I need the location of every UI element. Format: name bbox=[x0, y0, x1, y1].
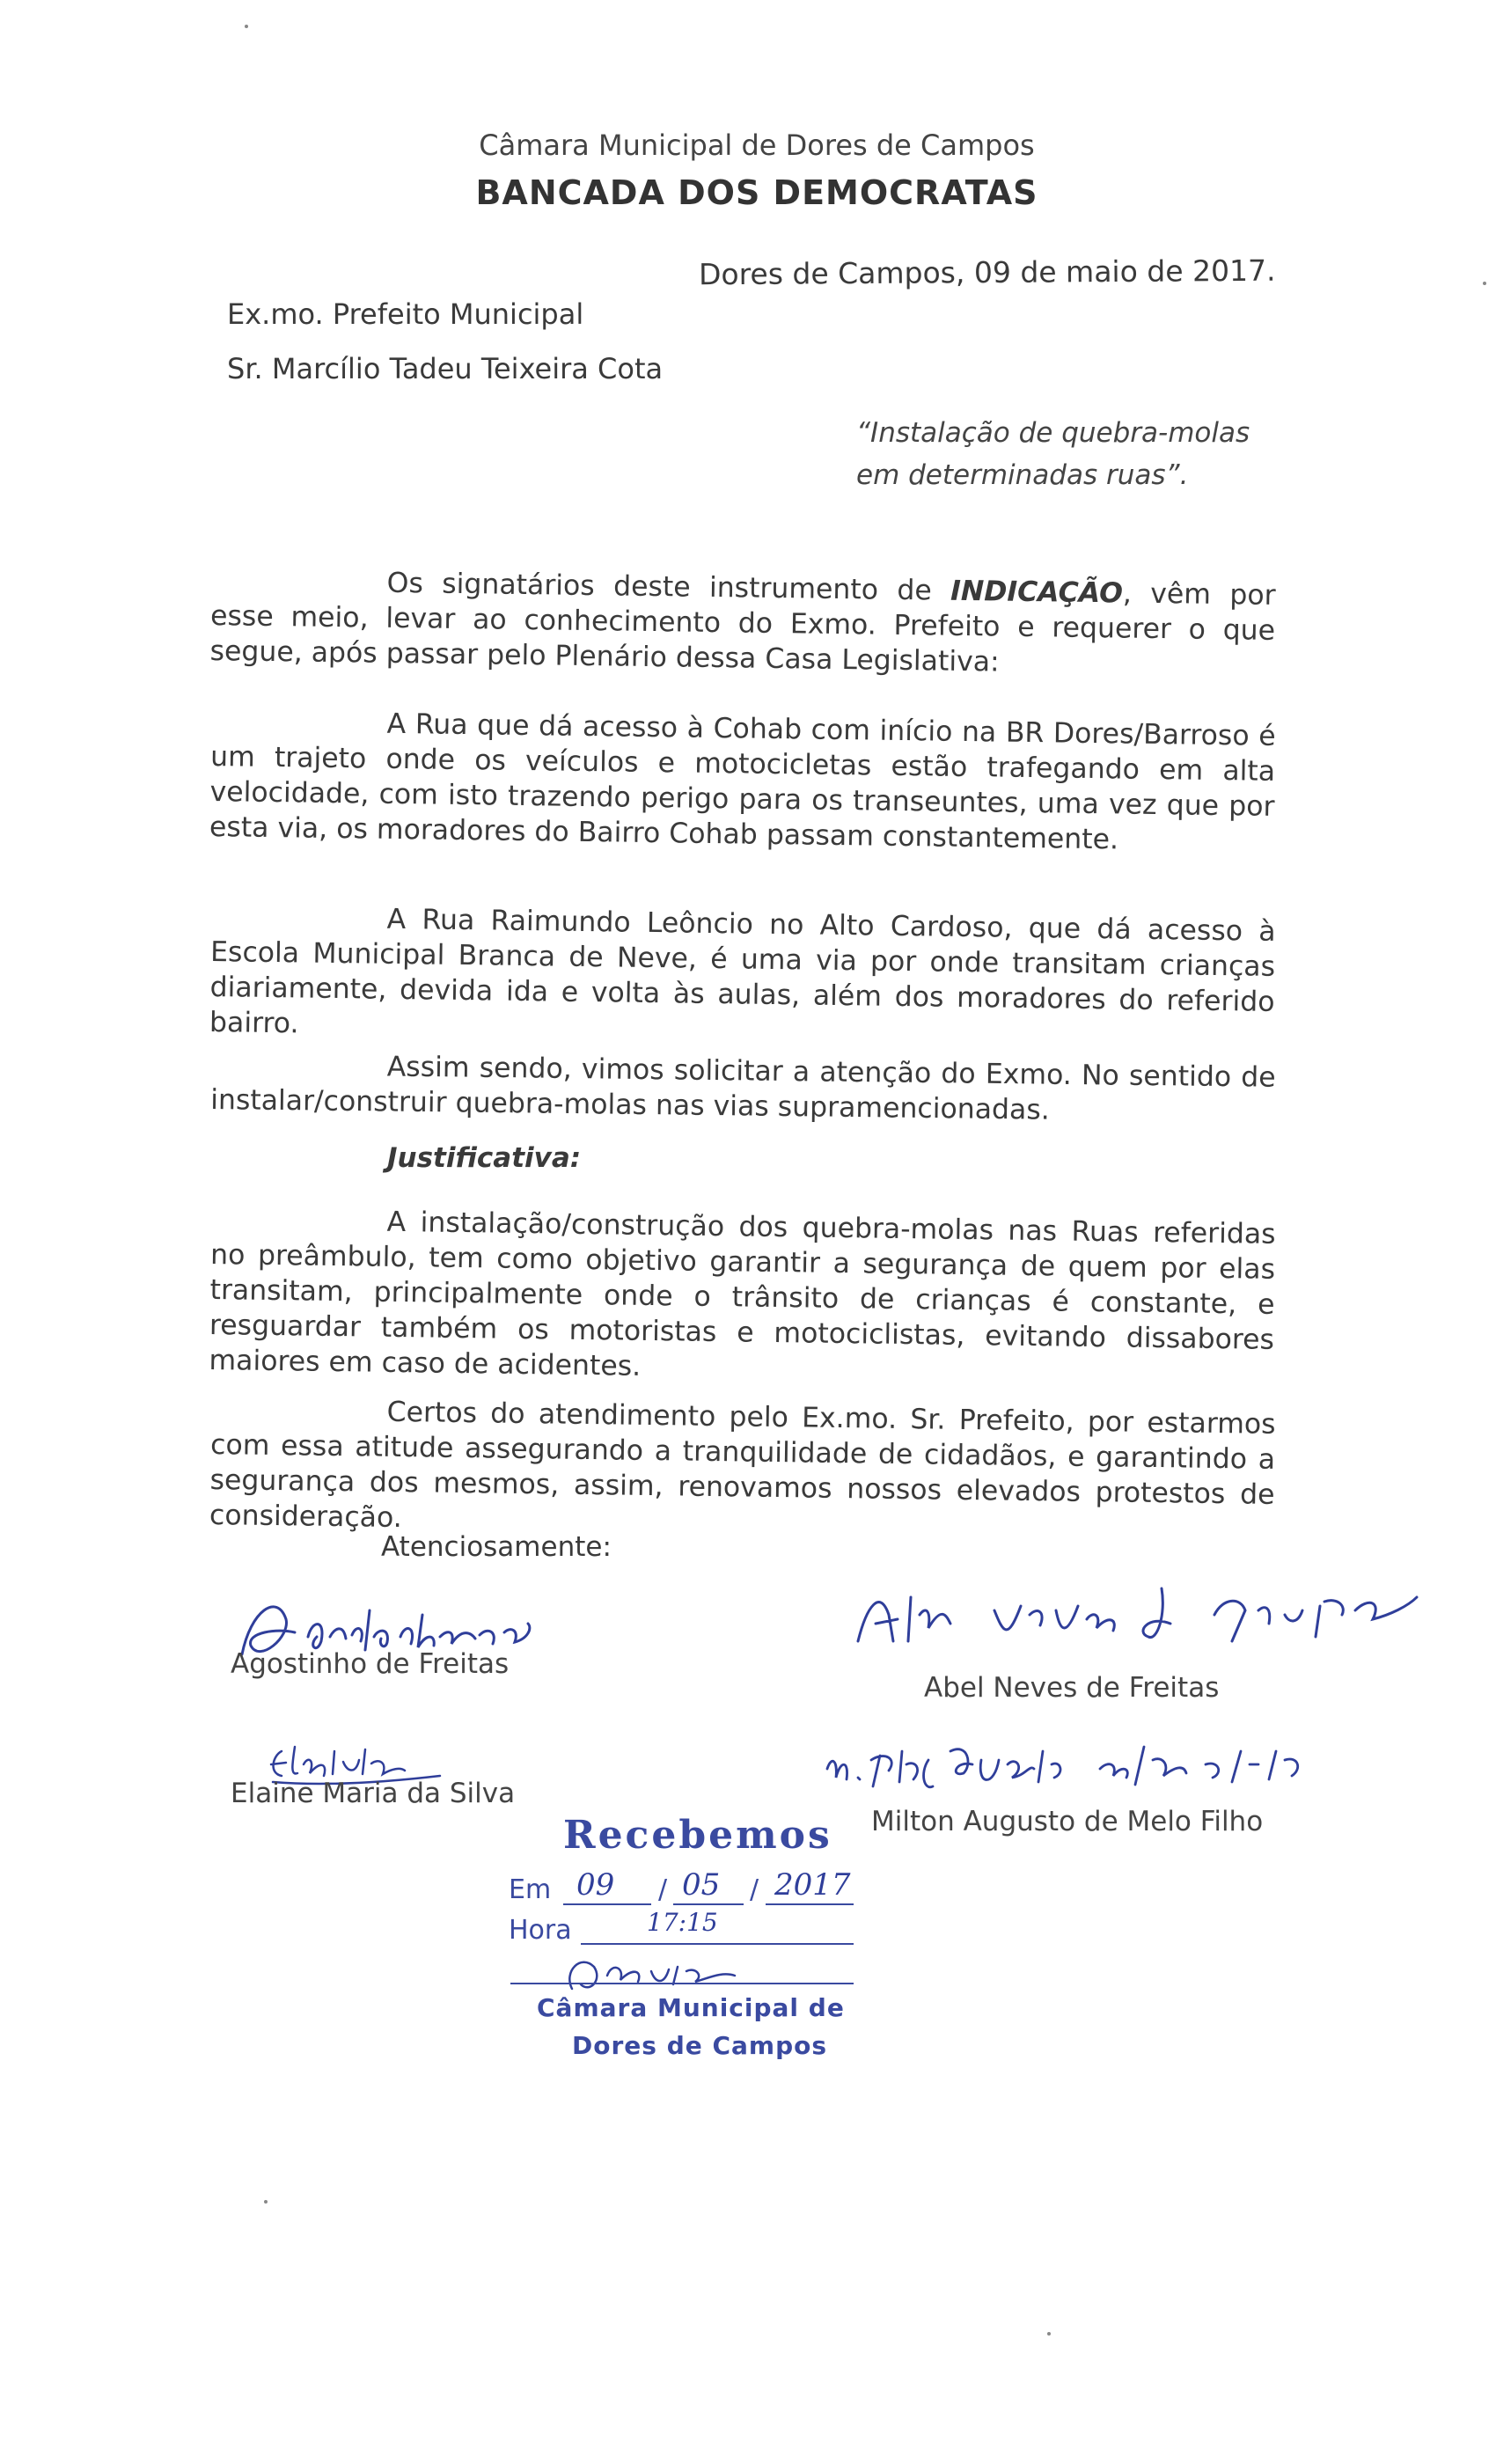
stamp-title: Recebemos bbox=[563, 1813, 832, 1858]
justification-heading: Justificativa: bbox=[387, 1142, 582, 1174]
caucus-title: BANCADA DOS DEMOCRATAS bbox=[475, 173, 1038, 212]
stamp-year: 2017 bbox=[774, 1867, 851, 1903]
scan-speck bbox=[245, 25, 248, 28]
closing: Atenciosamente: bbox=[381, 1531, 612, 1563]
recipient-title: Ex.mo. Prefeito Municipal bbox=[227, 297, 584, 331]
organization-name: Câmara Municipal de Dores de Campos bbox=[479, 128, 1035, 162]
body-paragraph-1 bbox=[209, 563, 1276, 684]
signature-abel bbox=[845, 1562, 1452, 1659]
p1-indicacao: INDICAÇÃO bbox=[950, 575, 1124, 610]
dateline: Dores de Campos, 09 de maio de 2017. bbox=[699, 253, 1277, 292]
scan-speck bbox=[264, 2200, 268, 2204]
receipt-stamp: Recebemos Em 09 / 05 / 2017 Hora 17:15 Câmara Municipal de Dores de Campos bbox=[493, 1813, 898, 2068]
body-paragraph-6: Certos do atendimento pelo Ex.mo. Sr. Prefeito, por estarmos com essa atitude assegurando a tranquilidade de cidadãos, e garantindo a segurança dos mesmos, assim, renovamos nossos elevados protestos de consideração. bbox=[209, 1396, 1276, 1535]
signatory-3-name: Elaine Maria da Silva bbox=[231, 1778, 516, 1809]
body-paragraph-4: Assim sendo, vimos solicitar a atenção do Exmo. No sentido de instalar/construir quebra-molas nas vias supramencionadas. bbox=[210, 1051, 1276, 1126]
body-paragraph-2: A Rua que dá acesso à Cohab com início na BR Dores/Barroso é um trajeto onde os veículos e motocicletas estão trafegando em alta velocidade, com isto trazendo perigo para os transeuntes, uma vez que por esta via, os moradores do Bairro Cohab passam constantemente. bbox=[209, 708, 1276, 856]
stamp-receiver-signature bbox=[546, 1945, 774, 1998]
body-paragraph-5: A instalação/construção dos quebra-molas nas Ruas referidas no preâmbulo, tem como objetivo garantir a segurança de quem por elas transitam, principalmente onde o trânsito de crianças é constante, e resguardar também os motoristas e motociclistas, evitando dissabores maiores em caso de acidentes. bbox=[209, 1206, 1276, 1382]
recipient-name: Sr. Marcílio Tadeu Teixeira Cota bbox=[227, 352, 664, 385]
stamp-month: 05 bbox=[682, 1867, 721, 1903]
stamp-org-line-1: Câmara Municipal de bbox=[537, 1993, 845, 2022]
signatory-1-name: Agostinho de Freitas bbox=[231, 1648, 510, 1680]
signatory-4-name: Milton Augusto de Melo Filho bbox=[871, 1806, 1264, 1837]
p1-text-after: , vêm por esse meio, levar ao conhecimento do Exmo. Prefeito e requerer o que segue, após passar pelo Plenário dessa Casa Legislativa: bbox=[209, 577, 1276, 678]
stamp-org-line-2: Dores de Campos bbox=[572, 2031, 828, 2060]
scan-speck bbox=[1047, 2332, 1051, 2336]
stamp-date-label: Em bbox=[509, 1874, 552, 1905]
stamp-day: 09 bbox=[576, 1867, 615, 1903]
stamp-time-label: Hora bbox=[509, 1915, 572, 1946]
body-paragraph-3: A Rua Raimundo Leôncio no Alto Cardoso, que dá acesso à Escola Municipal Branca de Neve, é uma via por onde transitam crianças diariamente, devida ida e volta às aulas, além dos moradores do referido bairro. bbox=[209, 903, 1276, 1040]
signature-milton bbox=[818, 1725, 1434, 1804]
subject-line-2: em determinadas ruas”. bbox=[856, 459, 1189, 491]
subject-line-1: “Instalação de quebra-molas bbox=[856, 417, 1250, 449]
scan-speck bbox=[1483, 282, 1486, 285]
stamp-time: 17:15 bbox=[647, 1908, 718, 1937]
signatory-2-name: Abel Neves de Freitas bbox=[924, 1672, 1220, 1704]
subject-block bbox=[856, 412, 1250, 496]
p1-text-before: Os signatários deste instrumento de bbox=[386, 567, 951, 607]
